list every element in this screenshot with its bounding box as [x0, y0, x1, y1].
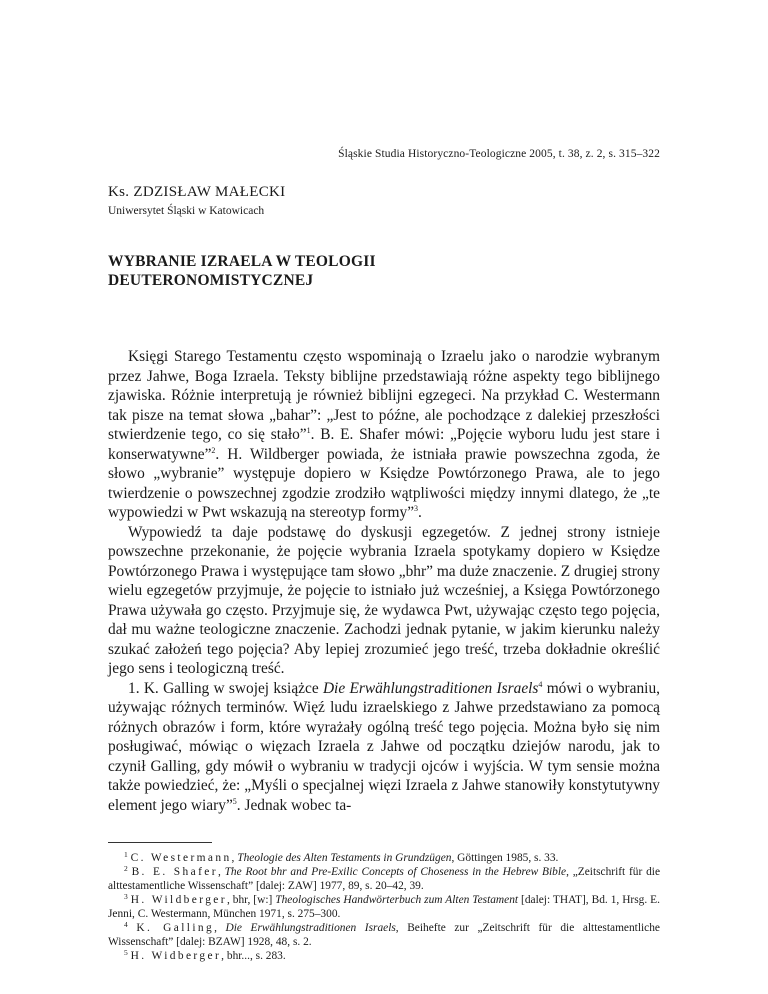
footnote-text: , „Zeitschrift für die alttestamentliche Wissenschaft” [dalej: ZAW] 1977, 89, s. 20–42, 39.: [108, 866, 660, 892]
footnote-ref-1[interactable]: 1: [306, 426, 311, 435]
footnote-text: ,: [231, 852, 238, 864]
paragraph-text: mówi o wybraniu, używając różnych terminów. Więź ludu izraelskiego z Jahwe przedstawiano za pomocą różnych obrazów i form, które wyrażały ogólną treść tego pojęcia. Można było się nim posługiwać, mówiąc o więzach Izraela z Jahwe od początku dziejów narodu, jak to czynił Galling, gdy mówił o wybraniu w tradycji ojców i wyjścia. W tym sensie można także powiedzieć, że: „Myśli o specjalnej więzi Izraela z Jahwe stanowiły konstytutywny element jego wiary”: [108, 679, 660, 814]
footnote-text: ,: [217, 866, 225, 878]
footnote-2: [108, 865, 660, 893]
paragraph-2: Wypowiedź ta daje podstawę do dyskusji egzegetów. Z jednej strony istnieje powszechne przekonanie, że pojęcie wybrania Izraela spotykamy dopiero w Księdze Powtórzonego Prawa i występujące tam słowo „bhr” ma duże znaczenie. Z drugiej strony wielu egzegetów przyjmuje, że pojęcie to istniało już wcześniej, a Księga Powtórzonego Prawa używała go często. Przyjmuje się, że wydawca Pwt, używając często tego pojęcia, dał mu ważne teologiczne znaczenie. Zachodzi jednak pytanie, w jakim kierunku należy szukać założeń tego pojęcia? Aby lepiej zrozumieć jego treść, trzeba dokładnie określić jego sens i teologiczną treść.: [108, 523, 660, 677]
footnote-text: [dalej: THAT], Bd. 1, Hrsg. E. Jenni, C. Westermann, München 1971, s. 275–300.: [108, 894, 660, 920]
paragraph-text: . Jednak wobec ta-: [236, 796, 352, 814]
footnote-text: , Beihefte zur „Zeitschrift für die alttestamentliche Wissenschaft” [dalej: BZAW] 1928, 48, s. 2.: [108, 922, 660, 948]
title-line-2: DEUTERONOMISTYCZNEJ: [108, 272, 314, 289]
footnote-1: [108, 851, 660, 865]
footnote-number: 5: [124, 948, 128, 957]
footnote-number: 3: [124, 892, 128, 901]
footnote-ref-5[interactable]: 5: [232, 796, 237, 806]
paragraph-1: [108, 347, 660, 523]
footnote-5: [108, 949, 660, 963]
footnote-author: B. E. Shafer: [131, 866, 218, 878]
footnote-number: 1: [124, 850, 128, 859]
paragraph-text: Księgi Starego Testamentu często wspominają o Izraelu jako o narodzie wybranym przez Jahwe, Boga Izraela. Teksty biblijne przedstawiają różne aspekty tego biblijnego zjawiska. Różnie interpretują je również biblijni egzegeci. Na przykład C. Westermann tak pisze na temat słowa „bahar”: „Jest to późne, ale pochodzące z dalekiej przeszłości stwierdzenie tego, co się stało”: [108, 348, 660, 443]
footnote-number: 4: [124, 920, 128, 929]
article-title: [108, 252, 376, 290]
footnote-author: C. Westermann: [130, 852, 232, 864]
paragraph-text: 1. K. Galling w swojej książce: [128, 679, 323, 697]
paragraph-text: . H. Wildberger powiada, że istniała prawie powszechna zgoda, że słowo „wybranie” występuje dopiero w Księdze Powtórzonego Prawa, ale to jego twierdzenie o powszechnej zgodzie zrodziło wątpliwości między innymi dlatego, że „te wypowiedzi w Pwt wskazują na stereotyp formy”: [108, 445, 660, 521]
author-affiliation: Uniwersytet Śląski w Katowicach: [108, 205, 265, 217]
article-body: [108, 347, 660, 815]
footnote-text: , bhr..., s. 283.: [221, 950, 286, 962]
footnote-3: [108, 893, 660, 921]
footnote-ref-4[interactable]: 4: [538, 679, 543, 689]
footnote-text: , bhr, [w:]: [226, 894, 276, 906]
journal-header: Śląskie Studia Historyczno-Teologiczne 2005, t. 38, z. 2, s. 315–322: [338, 148, 660, 160]
author-name: Ks. ZDZISŁAW MAŁECKI: [108, 184, 286, 200]
title-line-1: WYBRANIE IZRAELA W TEOLOGII: [108, 253, 376, 270]
paragraph-3: [108, 679, 660, 816]
footnote-author: K. Galling: [136, 922, 215, 934]
footnote-text: ,: [214, 922, 226, 934]
footnotes: [108, 851, 660, 963]
article-page: [108, 0, 660, 994]
book-title: Die Erwählungstraditionen Israels: [322, 679, 539, 697]
footnote-title: Theologie des Alten Testaments in Grundzügen: [237, 852, 452, 864]
footnote-title: The Root bhr and Pre-Exilic Concepts of Choseness in the Hebrew Bible: [224, 866, 567, 878]
footnote-author: H. Widberger: [130, 950, 222, 962]
paragraph-text: . B. E. Shafer mówi: „Pojęcie wyboru ludu jest stare i konserwatywne”: [108, 426, 661, 463]
footnote-text: , Göttingen 1985, s. 33.: [451, 852, 559, 864]
footnote-divider: [108, 842, 212, 843]
paragraph-text: .: [418, 504, 422, 521]
footnote-title: Theologisches Handwörterbuch zum Alten Testament: [275, 894, 519, 906]
footnote-ref-3[interactable]: 3: [414, 504, 419, 513]
footnote-number: 2: [124, 864, 128, 873]
footnote-author: H. Wildberger: [130, 894, 227, 906]
footnote-4: [108, 921, 660, 949]
footnote-ref-2[interactable]: 2: [211, 445, 216, 455]
footnote-title: Die Erwählungstraditionen Israels: [225, 922, 396, 934]
